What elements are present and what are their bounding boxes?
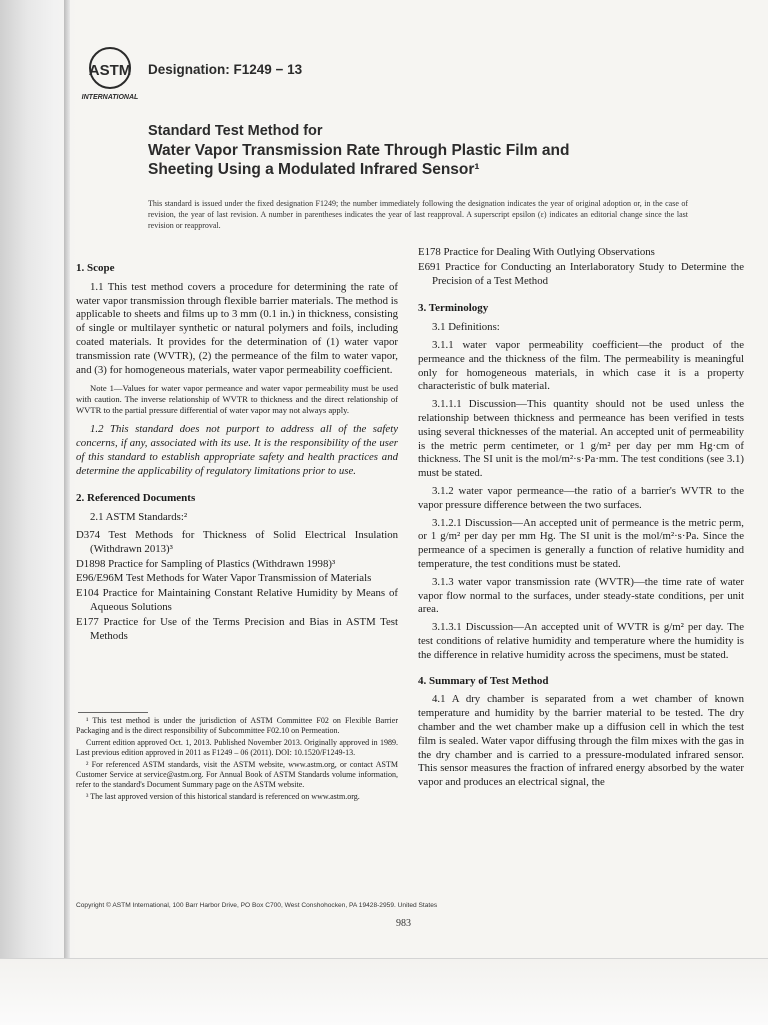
reference-item: E691 Practice for Conducting an Interlaboratory Study to Determine the Precision of a Test Method [418, 260, 744, 287]
footnote-1b: Current edition approved Oct. 1, 2013. Published November 2013. Originally approved in 1989. Last previous edition approved in 2011 as F1249 – 06 (2011). DOI: 10.1520/F1249-13. [76, 737, 398, 758]
binding-shadow [64, 0, 70, 1024]
section-heading-terminology: 3. Terminology [418, 302, 489, 315]
section-heading-scope: 1. Scope [76, 262, 115, 274]
left-column [76, 252, 398, 644]
para-1-1: 1.1 This test method covers a procedure for determining the rate of water vapor transmission through flexible barrier materials. The method is applicable to sheets and films up to 3 mm (0.1 in.) in thickness, consisting of single or multilayer synthetic or natural polymers and foils, including coated materials. It provides for the determination of (1) water vapor transmission rate (WVTR), (2) the permeance of the film to water vapor, and (3) for homogeneous materials, water vapor permeability coefficient. [76, 280, 398, 376]
page-number: 983 [396, 918, 411, 929]
reference-item: D1898 Practice for Sampling of Plastics (Withdrawn 1998)³ [76, 557, 336, 570]
reference-item: E178 Practice for Dealing With Outlying Observations [418, 246, 655, 258]
footnote-rule [78, 712, 148, 713]
para-3-1-3-1: 3.1.3.1 Discussion—An accepted unit of WVTR is g/m² per day. The test conditions of relative humidity and temperature where the humidity is the difference in relative humidity across the specimens, must be stated. [418, 621, 744, 661]
title-line-3: Sheeting Using a Modulated Infrared Sensor¹ [148, 161, 480, 178]
section-heading-summary: 4. Summary of Test Method [418, 674, 549, 687]
para-3-1-1: 3.1.1 water vapor permeability coefficient—the product of the permeance and the thickness of the film. The permeability is meaningful only for homogeneous materials, in which case it is a property characteristic of bulk material. [418, 338, 744, 393]
footnotes [76, 716, 398, 803]
footnote-2: ² For referenced ASTM standards, visit the ASTM website, www.astm.org, or contact ASTM Customer Service at service@astm.org. For Annual Book of ASTM Standards volume information, refer to the standard's Document Summary page on the ASTM website. [76, 759, 398, 790]
para-3-1-2: 3.1.2 water vapor permeance—the ratio of a barrier's WVTR to the vapor pressure difference between the two surfaces. [418, 484, 744, 511]
reference-item: D374 Test Methods for Thickness of Solid Electrical Insulation (Withdrawn 2013)³ [76, 528, 398, 555]
logo-subtext: INTERNATIONAL [81, 94, 139, 101]
para-3-1: 3.1 Definitions: [432, 321, 500, 334]
title-line-1: Standard Test Method for [148, 123, 323, 139]
para-3-1-3: 3.1.3 water vapor transmission rate (WVTR)—the time rate of water vapor flow normal to the surfaces, under steady-state conditions, per unit area. [418, 575, 744, 616]
reference-item: E177 Practice for Use of the Terms Precision and Bias in ASTM Test Methods [76, 615, 398, 642]
para-3-1-2-1: 3.1.2.1 Discussion—An accepted unit of permeance is the metric perm, or 1 g/m² per day per mm Hg. The SI unit is the mol/m²·s·Pa. Since the permeance of a specimen is generally a function of relative humidity and temperature, the test conditions must be stated. [418, 516, 744, 570]
para-1-2: 1.2 This standard does not purport to address all of the safety concerns, if any, associated with its use. It is the responsibility of the user of this standard to establish appropriate safety and health practices and determine the applicability of regulatory limitations prior to use. [76, 423, 398, 477]
para-4-1: 4.1 A dry chamber is separated from a wet chamber of known temperature and humidity by the barrier material to be tested. The dry chamber and the wet chamber make up a diffusion cell in which the test film is sealed. Water vapor diffusing through the film mixes with the gas in the dry chamber and is carried to a pressure-modulated infrared sensor. This sensor measures the fraction of infrared energy absorbed by the water vapor and produces an electrical signal, the [418, 693, 744, 789]
copyright-line: Copyright © ASTM International, 100 Barr Harbor Drive, PO Box C700, West Conshohocken, PA 19428-2959. United States [76, 902, 438, 909]
footnote-1: ¹ This test method is under the jurisdiction of ASTM Committee F02 on Flexible Barrier Packaging and is the direct responsibility of Subcommittee F02.10 on Permeation. [76, 716, 398, 736]
footnote-3: ³ The last approved version of this historical standard is referenced on www.astm.org. [86, 791, 360, 801]
document-title [148, 122, 708, 179]
para-3-1-1-1: 3.1.1.1 Discussion—This quantity should not be used unless the relationship between thickness and permeance has been verified in tests using several thicknesses of the material. An accepted unit of permeability is the metric perm centimeter, or 1 g/m² per day per mm Hg·cm of thickness. The SI unit is the mol/m²·s·Pa·mm. The test conditions (see 3.1) must be stated. [418, 398, 744, 480]
note-1: Note 1—Values for water vapor permeance and water vapor permeability must be used with caution. The inverse relationship of WVTR to thickness and the direct relationship of WVTR to the partial pressure differential of water vapor may not always apply. [76, 383, 398, 415]
astm-logo-icon [80, 44, 142, 102]
title-line-2: Water Vapor Transmission Rate Through Plastic Film and [148, 142, 570, 159]
logo-text: ASTM [88, 62, 132, 79]
designation: Designation: F1249 − 13 [148, 62, 303, 77]
reference-item: E104 Practice for Maintaining Constant Relative Humidity by Means of Aqueous Solutions [76, 587, 398, 613]
section-heading-referenced-documents: 2. Referenced Documents [76, 492, 196, 505]
reference-item: E96/E96M Test Methods for Water Vapor Transmission of Materials [76, 572, 372, 585]
page-bottom-edge [0, 958, 768, 1025]
para-2-1: 2.1 ASTM Standards:² [90, 511, 188, 524]
issued-note: This standard is issued under the fixed designation F1249; the number immediately following the designation indicates the year of original adoption or, in the case of revision, the year of last revision. A number in parentheses indicates the year of last reapproval. A superscript epsilon (ε) indicates an editorial change since the last revision or reapproval. [148, 199, 688, 230]
right-column [418, 246, 744, 794]
